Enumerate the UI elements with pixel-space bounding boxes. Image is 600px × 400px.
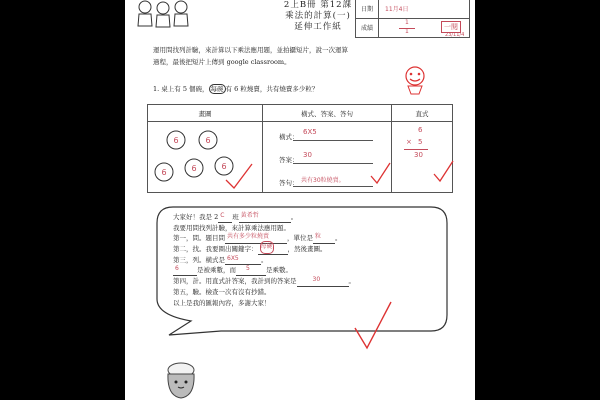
check-mark-icon: [353, 300, 393, 352]
answer-table: [147, 104, 453, 193]
speech-line-2: 我要用問找列計驗，來計算乘法應用題。: [173, 223, 290, 232]
question-1: [153, 84, 453, 93]
instruction-line-1: 運用問找列計驗，來計算以下乘法應用題，並拍攝短片，說一次運算: [153, 46, 348, 54]
speech-content: [173, 212, 443, 308]
date-label: 日期: [356, 0, 379, 18]
vertical-bottom: 5: [418, 138, 423, 146]
sentence-value: 共有30粒燒賣。: [301, 177, 345, 184]
unit-value: 粒: [315, 233, 322, 241]
drawing-cell: [148, 122, 263, 193]
equation-cell: [263, 122, 392, 193]
question-prefix: 1. 桌上有 5 個碗，: [153, 85, 209, 93]
stamp-date: 23/11/4: [445, 32, 465, 38]
bowl-count-label: 6: [173, 136, 179, 145]
class-value: C: [220, 212, 225, 219]
asked-value: 共有多少粒燒賣: [227, 233, 270, 241]
worksheet-title: 延伸工作紙: [294, 22, 342, 32]
question-circled-word: 每碗: [210, 85, 224, 93]
circles-drawing: [148, 122, 260, 193]
name-value: 黃希哲: [240, 212, 259, 219]
sentence-label: 答句：: [279, 179, 299, 187]
speech-line-5: 第三，列。橫式是 6X5 。: [173, 254, 268, 264]
bowl-count-label: 6: [161, 168, 167, 177]
header-vertical: 直式: [392, 105, 453, 122]
header-drawing: 畫圖: [148, 105, 263, 122]
score-label: 成績: [356, 18, 379, 38]
bowl-count-label: 6: [221, 162, 227, 171]
bowl-count-label: 6: [205, 136, 211, 145]
answer-value: 30: [303, 151, 312, 159]
header-equation: 橫式、答案、答句: [263, 105, 392, 122]
answer-label: 答案：: [279, 156, 299, 164]
worksheet-page: [125, 0, 475, 400]
speech-line-4: 第二，找。我要圈出關鍵字： 每碗 ，然後畫圖。: [173, 243, 327, 254]
speech-line-7: 第四，計。用直式計答案，我計到的答案是 30 。: [173, 276, 355, 286]
keyword-value: 每碗: [260, 241, 274, 254]
vertical-cell: [392, 122, 453, 193]
speech-line-1: 大家好！我是 2 C 班 黃希哲 。: [173, 212, 298, 221]
lesson-title: 乘法的計算(一): [285, 11, 351, 21]
formula-value: 6X5: [227, 254, 239, 262]
question-suffix: 有 6 粒燒賣，共有燒賣多少粒？: [225, 85, 319, 93]
score-top: 1: [405, 18, 409, 26]
check-mark-icon: [432, 160, 454, 184]
result-value: 30: [312, 276, 321, 284]
dumpling-pot-mascot: [163, 360, 199, 400]
vertical-operator: ×: [406, 138, 412, 146]
check-mark-icon: [369, 162, 391, 186]
equation-value: 6X5: [303, 128, 317, 136]
review-stamp: 一閱: [441, 21, 461, 33]
vertical-top: 6: [418, 126, 423, 134]
date-value: 11月4日: [379, 0, 470, 18]
bowl-count-label: 6: [191, 164, 197, 173]
equation-label: 橫式：: [279, 133, 299, 141]
speech-line-9: 以上是我的匯報內容，多謝大家！: [173, 298, 271, 307]
instruction-line-2: 過程，最後把短片上傳到 google classroom。: [153, 58, 291, 66]
multiplicand-value: 6: [175, 265, 179, 273]
instructions: [153, 44, 453, 68]
speech-line-6: 6 是被乘數，而 5 是乘數。: [175, 265, 292, 275]
multiplier-value: 5: [246, 265, 250, 273]
speech-line-8: 第五，驗。檢查一次有沒有抄錯。: [173, 287, 271, 296]
score-bottom: 1: [405, 27, 409, 35]
book-title: 2上B冊 第12課: [283, 0, 353, 10]
speech-line-3: 第一，問。題目問 共有多少粒燒賣 ，單位是 粒 。: [173, 233, 342, 243]
vertical-result: 30: [414, 151, 423, 159]
children-illustration: [133, 0, 193, 28]
